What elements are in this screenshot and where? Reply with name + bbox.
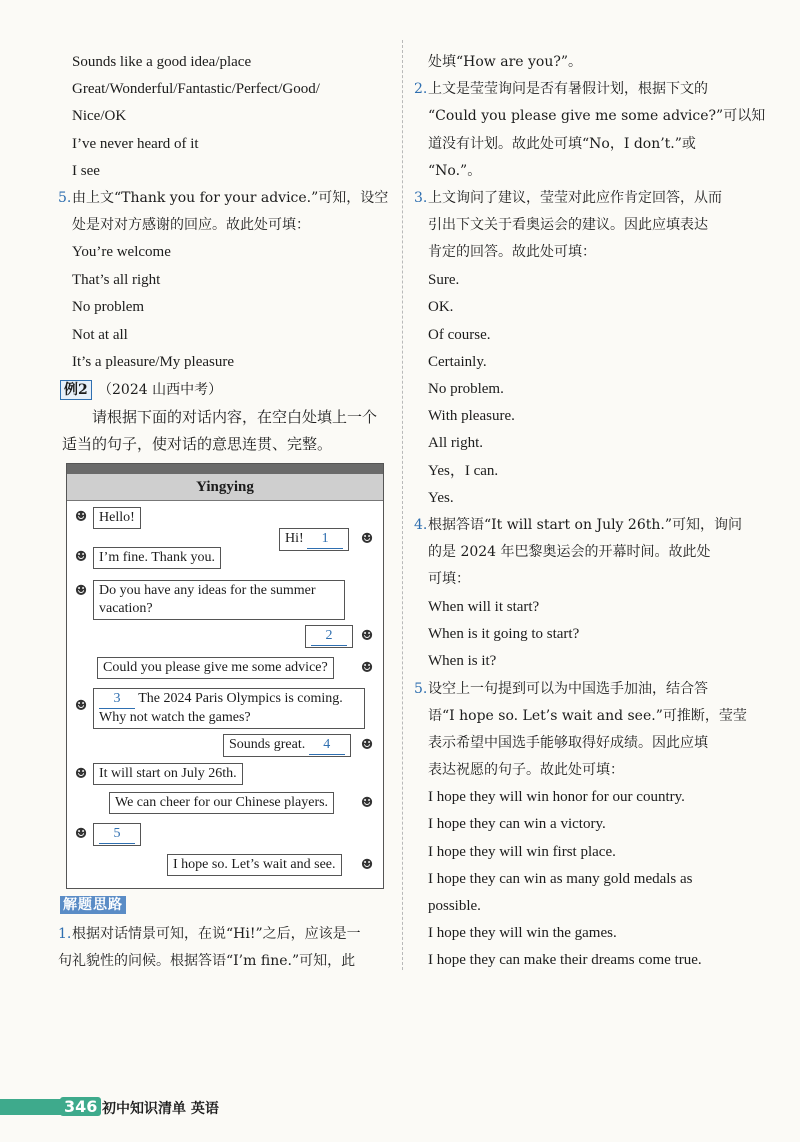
chat-bubble-right: We can cheer for our Chinese players. — [109, 792, 334, 814]
explanation-text: 引出下文关于看奥运会的建议。因此应填表达 — [428, 217, 708, 233]
column-divider — [402, 40, 403, 970]
page-footer — [0, 1093, 800, 1121]
chat-bubble-left: Hello! — [93, 507, 141, 529]
avatar-icon: ☻ — [74, 826, 88, 842]
avatar-icon: ☻ — [74, 509, 88, 525]
avatar-icon: ☻ — [360, 531, 374, 547]
blank-3: 3 — [99, 690, 135, 709]
example-tag: 例2 — [60, 380, 92, 400]
explanation-text: 句礼貌性的问候。根据答语“I’m fine.”可知，此 — [58, 953, 356, 969]
chat-bubble-right — [305, 625, 353, 648]
answer-line: When is it? — [428, 653, 497, 669]
avatar-icon: ☻ — [74, 549, 88, 565]
answer-line: Certainly. — [428, 354, 487, 370]
answer-line: Of course. — [428, 327, 491, 343]
chat-bubble-right — [279, 528, 349, 551]
answer-line: When will it start? — [428, 599, 540, 615]
chat-bubble-right: Could you please give me some advice? — [97, 657, 334, 679]
answer-line: That’s all right — [72, 272, 161, 288]
answer-line: I hope they will win the games. — [428, 925, 617, 941]
chat-bubble-right: I hope so. Let’s wait and see. — [167, 854, 342, 876]
avatar-icon: ☻ — [360, 628, 374, 644]
answer-line: Yes，I can. — [428, 463, 499, 479]
explanation-text: 的是 2024 年巴黎奥运会的开幕时间。故此处 — [428, 544, 711, 560]
answer-line: It’s a pleasure/My pleasure — [72, 354, 235, 370]
avatar-icon: ☻ — [360, 660, 374, 676]
answer-line: I hope they can win as many gold medals as — [428, 871, 693, 887]
avatar-icon: ☻ — [74, 698, 88, 714]
explanation-text: 上文询问了建议，莹莹对此应作肯定回答，从而 — [428, 190, 722, 206]
explanation-text: “No.”。 — [428, 163, 482, 179]
answer-line: No problem — [72, 299, 145, 315]
page-number: 346 — [60, 1097, 101, 1116]
item-number: 4. — [414, 517, 428, 533]
answer-line: When is it going to start? — [428, 626, 580, 642]
explanation-text: 设空上一句提到可以为中国选手加油，结合答 — [428, 681, 708, 697]
text-line: Great/Wonderful/Fantastic/Perfect/Good/ — [72, 81, 320, 97]
answer-line: With pleasure. — [428, 408, 515, 424]
explanation-text: 上文是莹莹询问是否有暑假计划，根据下文的 — [428, 81, 708, 97]
bubble-text: Do you have any ideas for the summer — [99, 583, 316, 598]
answer-line: OK. — [428, 299, 454, 315]
explanation-text: 处是对对方感谢的回应。故此处可填： — [72, 217, 310, 233]
answer-line: I hope they can win a victory. — [428, 816, 606, 832]
blank-4: 4 — [309, 736, 345, 755]
answer-line: Sure. — [428, 272, 460, 288]
text-line: I’ve never heard of it — [72, 136, 199, 152]
phone-chat-window — [66, 463, 384, 889]
item-number: 5. — [58, 190, 72, 206]
chat-bubble-left — [93, 580, 345, 620]
text-line: Nice/OK — [72, 108, 127, 124]
bubble-text: Why not watch the games? — [99, 710, 251, 725]
text-line: I see — [72, 163, 100, 179]
bubble-text: vacation? — [99, 601, 153, 616]
item-number: 1. — [58, 926, 72, 942]
bubble-text: Hi! — [285, 531, 304, 546]
answer-line: No problem. — [428, 381, 504, 397]
answer-line: I hope they can make their dreams come true. — [428, 952, 702, 968]
avatar-icon: ☻ — [360, 857, 374, 873]
answer-line: All right. — [428, 435, 483, 451]
avatar-icon: ☻ — [360, 795, 374, 811]
chat-title: Yingying — [67, 474, 383, 501]
explanation-text: 由上文“Thank you for your advice.”可知，设空 — [72, 190, 389, 206]
footer-bar — [0, 1099, 66, 1115]
avatar-icon: ☻ — [74, 583, 88, 599]
explanation-text: 肯定的回答。故此处可填： — [428, 244, 596, 260]
item-number: 5. — [414, 681, 428, 697]
blank-1: 1 — [307, 530, 343, 549]
explanation-text: 处填“How are you?”。 — [428, 54, 583, 70]
answer-line: I hope they will win honor for our country. — [428, 789, 685, 805]
explanation-text: 表达祝愿的句子。故此处可填： — [428, 762, 624, 778]
answer-line: I hope they will win first place. — [428, 844, 616, 860]
chat-bubble-left — [93, 688, 365, 729]
book-title: 初中知识清单 英语 — [102, 1101, 219, 1117]
answer-line: possible. — [428, 898, 481, 914]
answer-line: Yes. — [428, 490, 454, 506]
chat-bubble-left: It will start on July 26th. — [93, 763, 243, 785]
bubble-text: The 2024 Paris Olympics is coming. — [138, 691, 343, 706]
blank-2: 2 — [311, 627, 347, 646]
answer-line: You’re welcome — [72, 244, 171, 260]
status-bar — [67, 464, 383, 474]
explanation-text: 根据对话情景可知，在说“Hi!”之后，应该是一 — [72, 926, 361, 942]
chat-bubble-right — [223, 734, 351, 757]
blank-5: 5 — [99, 825, 135, 844]
avatar-icon: ☻ — [360, 737, 374, 753]
chat-bubble-left: I’m fine. Thank you. — [93, 547, 221, 569]
avatar-icon: ☻ — [74, 766, 88, 782]
item-number: 3. — [414, 190, 428, 206]
explanation-text: 表示希望中国选手能够取得好成绩。因此应填 — [428, 735, 708, 751]
explanation-text: 语“I hope so. Let’s wait and see.”可推断，莹莹 — [428, 708, 747, 724]
solution-tag: 解题思路 — [60, 896, 126, 914]
example-source: （2024 山西中考） — [98, 382, 223, 398]
explanation-text: 可填： — [428, 571, 470, 587]
item-number: 2. — [414, 81, 428, 97]
instruction-text: 适当的句子，使对话的意思连贯、完整。 — [62, 435, 333, 453]
bubble-text: Sounds great. — [229, 737, 306, 752]
chat-bubble-left — [93, 823, 141, 846]
instruction-text: 请根据下面的对话内容，在空白处填上一个 — [92, 408, 378, 426]
explanation-text: “Could you please give me some advice?”可以知 — [428, 108, 766, 124]
answer-line: Not at all — [72, 327, 128, 343]
explanation-text: 根据答语“It will start on July 26th.”可知，询问 — [428, 517, 742, 533]
text-line: Sounds like a good idea/place — [72, 54, 252, 70]
explanation-text: 道没有计划。故此处可填“No，I don’t.”或 — [428, 136, 696, 152]
